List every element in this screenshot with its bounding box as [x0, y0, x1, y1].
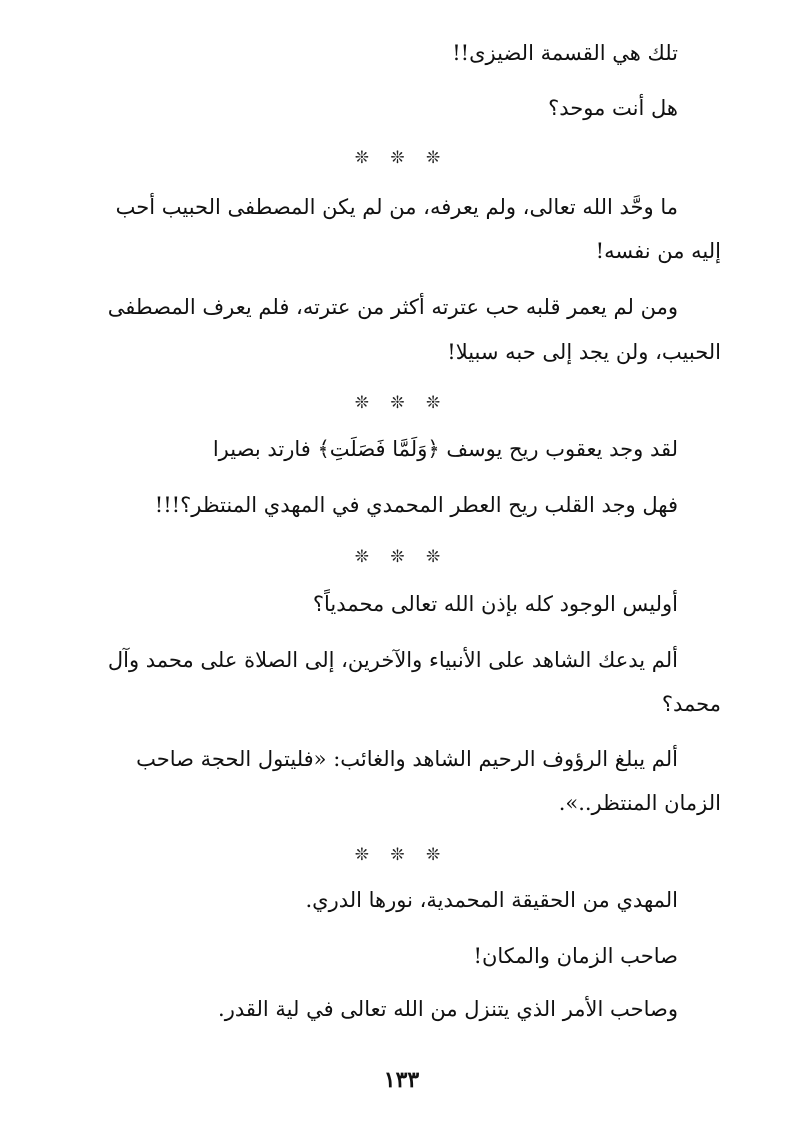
section-separator: ❊ ❊ ❊	[354, 393, 449, 413]
text-line: ومن لم يعمر قلبه حب عترته أكثر من عترته، فلم يعرف المصطفى	[107, 295, 678, 319]
page-number: ١٣٣	[383, 1067, 420, 1093]
section-separator: ❊ ❊ ❊	[354, 148, 449, 168]
text-line: لقد وجد يعقوب ريح يوسف ﴿وَلَمَّا فَصَلَتِ﴾ فارتد بصيرا	[212, 437, 678, 461]
text-line: إليه من نفسه!	[595, 239, 721, 263]
text-line: ألم يبلغ الرؤوف الرحيم الشاهد والغائب: «فليتول الحجة صاحب	[136, 747, 678, 771]
text-line: تلك هي القسمة الضيزى!!	[452, 41, 678, 65]
text-line: هل أنت موحد؟	[548, 96, 678, 120]
section-separator: ❊ ❊ ❊	[354, 845, 449, 865]
text-line: الحبيب، ولن يجد إلى حبه سبيلا!	[447, 340, 721, 364]
text-line: أوليس الوجود كله بإذن الله تعالى محمدياً؟	[312, 592, 678, 616]
text-line: ما وحَّد الله تعالى، ولم يعرفه، من لم يكن المصطفى الحبيب أحب	[115, 195, 678, 219]
text-line: فهل وجد القلب ريح العطر المحمدي في المهدي المنتظر؟!!!	[154, 493, 678, 517]
text-line: وصاحب الأمر الذي يتنزل من الله تعالى في لية القدر.	[218, 997, 678, 1021]
text-line: ألم يدعك الشاهد على الأنبياء والآخرين، إلى الصلاة على محمد وآل	[107, 648, 678, 672]
text-line: محمد؟	[661, 692, 721, 716]
text-line: المهدي من الحقيقة المحمدية، نورها الدري.	[305, 888, 678, 912]
text-line: الزمان المنتظر..».	[558, 791, 721, 815]
text-line: صاحب الزمان والمكان!	[473, 944, 678, 968]
section-separator: ❊ ❊ ❊	[354, 547, 449, 567]
